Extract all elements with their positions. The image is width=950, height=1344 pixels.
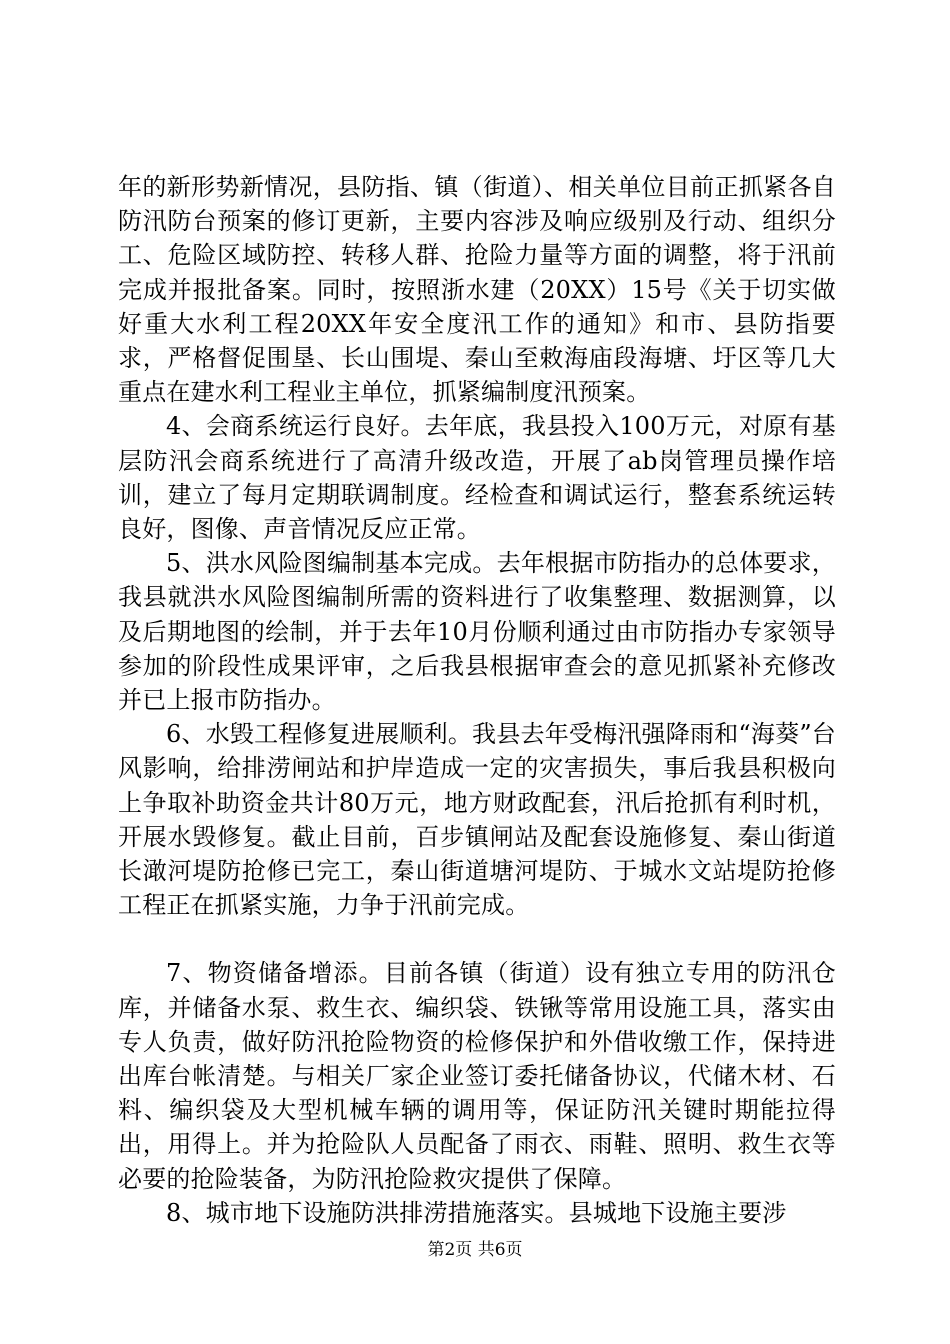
paragraph-spacer: [118, 922, 836, 956]
paragraph-continuation: 年的新形势新情况，县防指、镇（街道）、相关单位目前正抓紧各自防汛防台预案的修订更新，主要内容涉及响应级别及行动、组织分工、危险区域防控、转移人群、抢险力量等方面的调整，将于汛前完成并报批备案。同时，按照浙水建（20XX）15号《关于切实做好重大水利工程20XX年安全度汛工作的通知》和市、县防指要求，严格督促围垦、长山围堤、秦山至敕海庙段海塘、圩区等几大重点在建水利工程业主单位，抓紧编制度汛预案。: [118, 173, 836, 407]
paragraph-item-5: 5、洪水风险图编制基本完成。去年根据市防指办的总体要求，我县就洪水风险图编制所需的资料进行了收集整理、数据测算，以及后期地图的绘制，并于去年10月份顺利通过由市防指办专家领导参加的阶段性成果评审，之后我县根据审查会的意见抓紧补充修改并已上报市防指办。: [118, 549, 836, 715]
paragraph-item-8: 8、城市地下设施防洪排涝措施落实。县城地下设施主要涉: [166, 1198, 787, 1227]
paragraph-item-7: 7、物资储备增添。目前各镇（街道）设有独立专用的防汛仓库，并储备水泵、救生衣、编织袋、铁锹等常用设施工具，落实由专人负责，做好防汛抢险物资的检修保护和外借收缴工作，保持进出库台帐清楚。与相关厂家企业签订委托储备协议，代储木材、石料、编织袋及大型机械车辆的调用等，保证防汛关键时期能拉得出，用得上。并为抢险队人员配备了雨衣、雨鞋、照明、救生衣等必要的抢险装备，为防汛抢险救灾提供了保障。: [118, 959, 836, 1193]
paragraph-item-4: 4、会商系统运行良好。去年底，我县投入100万元，对原有基层防汛会商系统进行了高清升级改造，开展了ab岗管理员操作培训，建立了每月定期联调制度。经检查和调试运行，整套系统运转良好，图像、声音情况反应正常。: [118, 412, 836, 544]
document-body: [118, 170, 836, 1230]
page-footer: 第2页 共6页: [427, 1240, 523, 1260]
paragraph-item-6: 6、水毁工程修复进展顺利。我县去年受梅汛强降雨和“海葵”台风影响，给排涝闸站和护岸造成一定的灾害损失，事后我县积极向上争取补助资金共计80万元，地方财政配套，汛后抢抓有利时机，开展水毁修复。截止目前，百步镇闸站及配套设施修复、秦山街道长澉河堤防抢修已完工，秦山街道塘河堤防、于城水文站堤防抢修工程正在抓紧实施，力争于汛前完成。: [118, 720, 836, 920]
